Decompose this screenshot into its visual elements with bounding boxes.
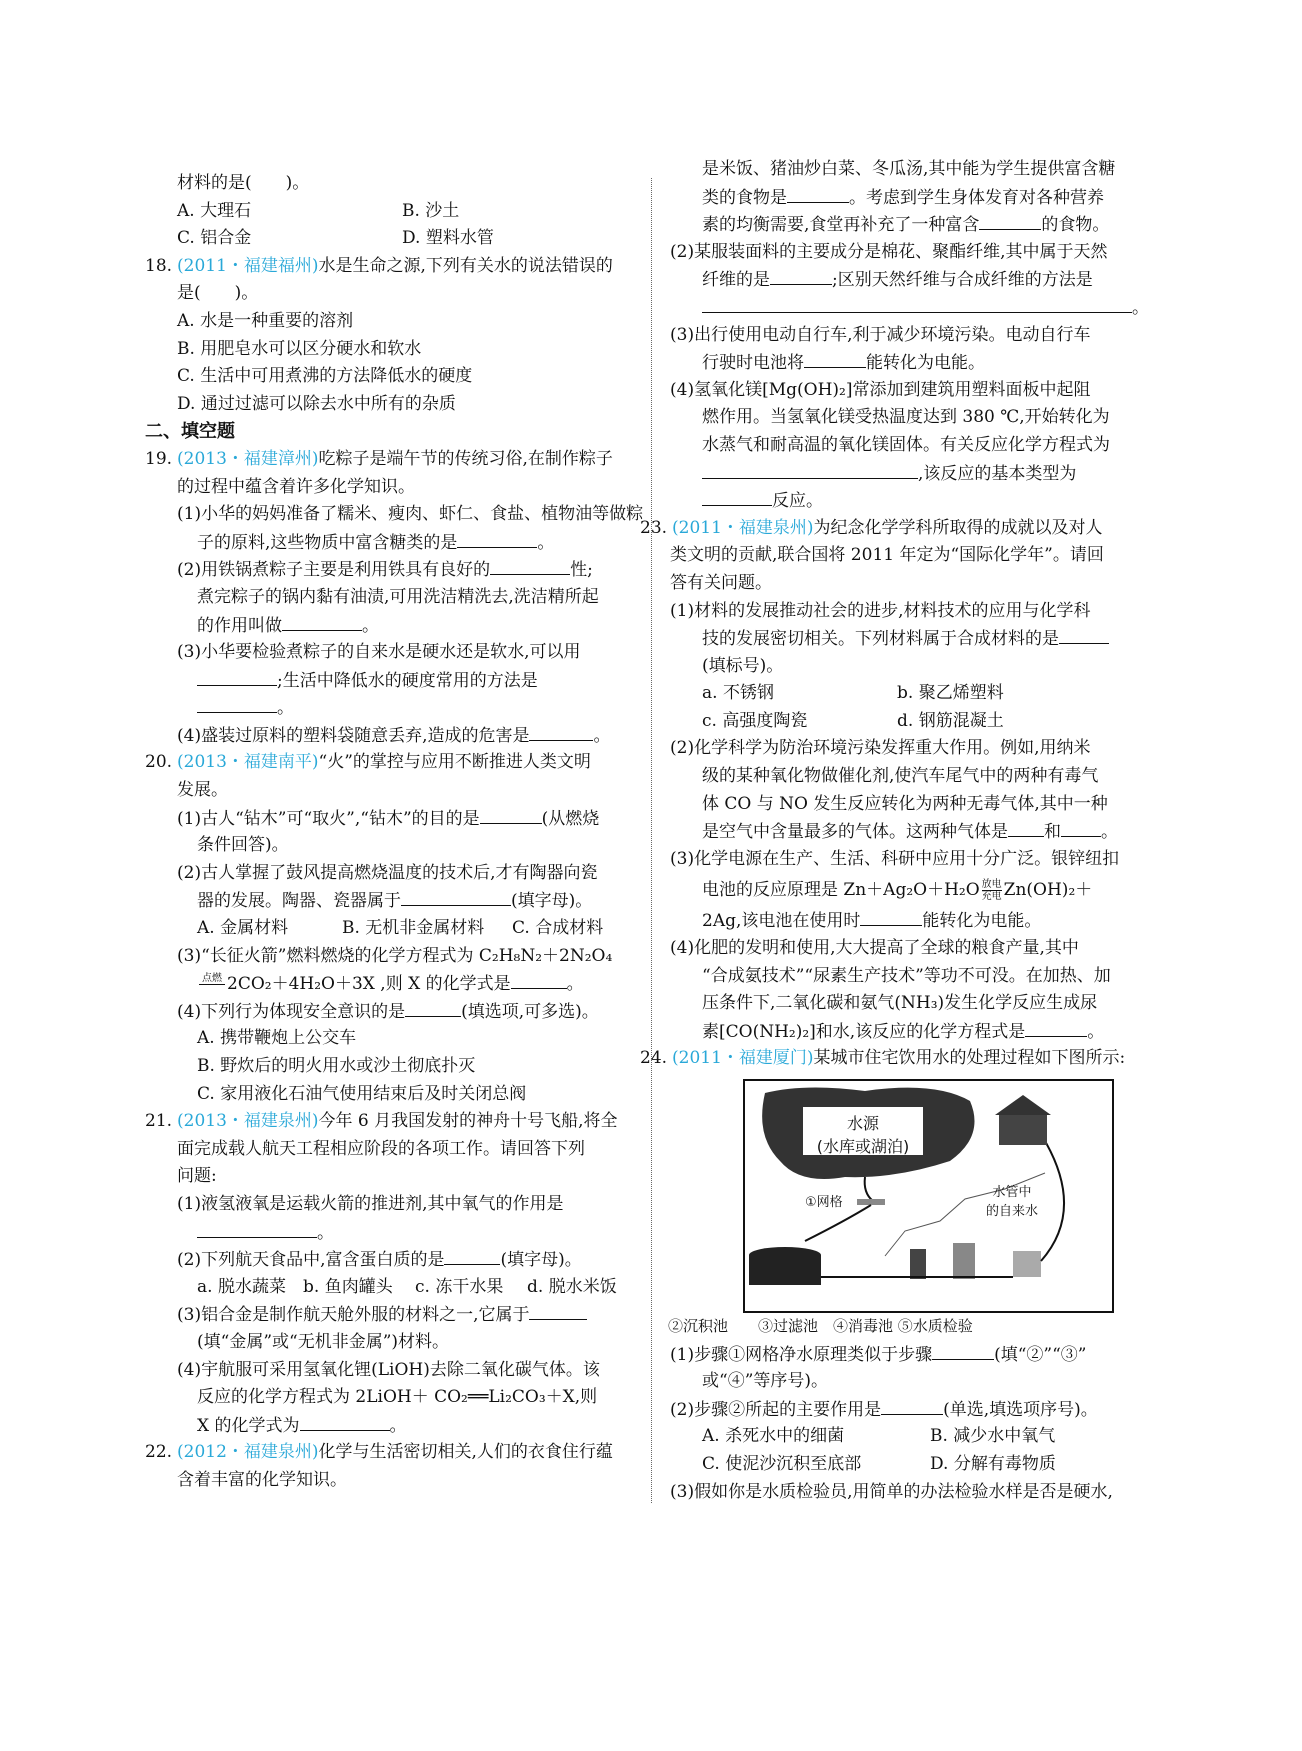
q21-option-b: b. 鱼肉罐头 xyxy=(303,1276,393,1297)
q21-option-d: d. 脱水米饭 xyxy=(527,1276,617,1297)
answer-blank[interactable] xyxy=(490,556,570,575)
answer-blank[interactable] xyxy=(480,805,542,824)
q23-p4c: 压条件下,二氧化碳和氨气(NH₃)发生化学反应生成尿 xyxy=(702,993,1098,1014)
right-column xyxy=(640,159,1157,1506)
q24-p1a-text: (1)步骤①网格净水原理类似于步骤 xyxy=(670,1344,933,1365)
q20-p3b-text: 2CO₂＋4H₂O＋3X ,则 X 的化学式是 xyxy=(227,974,511,995)
q23-p1-options-row2 xyxy=(670,708,1157,736)
q19-p2c-text: 的作用叫做 xyxy=(197,615,282,636)
q24-option-b: B. 减少水中氧气 xyxy=(930,1426,1056,1447)
grid-mesh-icon xyxy=(857,1199,885,1205)
answer-blank[interactable] xyxy=(457,529,537,548)
q22-r10: 燃作用。当氢氧化镁受热温度达到 380 ℃,开始转化为 xyxy=(702,407,1110,428)
answer-blank[interactable] xyxy=(770,266,832,285)
q17-options-row2 xyxy=(145,225,640,253)
q24-option-c: C. 使泥沙沉积至底部 xyxy=(702,1453,862,1474)
q22-r13 xyxy=(670,487,1157,515)
q23-p4a: (4)化肥的发明和使用,大大提高了全球的粮食产量,其中 xyxy=(670,938,1079,959)
q21-p3a-text: (3)铝合金是制作航天舱外服的材料之一,它属于 xyxy=(177,1305,530,1326)
q20-p1a-text: (1)古人“钻木”可“取火”,“钻木”的目的是 xyxy=(177,808,480,829)
water-treatment-diagram xyxy=(745,1081,1112,1311)
q22-r9: (4)氢氧化镁[Mg(OH)₂]常添加到建筑用塑料面板中起阻 xyxy=(670,379,1091,400)
q23-p1b xyxy=(670,625,1157,653)
q19-p3c: 。 xyxy=(145,694,640,722)
q19-number: 19. xyxy=(145,448,173,469)
water-treatment-figure xyxy=(743,1079,1114,1313)
flow-arrow xyxy=(805,1205,871,1241)
q18-text: 水是生命之源,下列有关水的说法错误的 xyxy=(318,255,613,276)
q23-p3a: (3)化学电源在生产、生活、科研中应用十分广泛。银锌纽扣 xyxy=(670,848,1120,869)
q23-p2d: 是空气中含量最多的气体。这两种气体是 和 。 xyxy=(670,818,1157,846)
answer-blank[interactable] xyxy=(529,1301,587,1320)
q22-stem xyxy=(145,1439,640,1467)
q19-p3b-text: ;生活中降低水的硬度常用的方法是 xyxy=(277,670,538,691)
q21-source: (2013・福建泉州) xyxy=(177,1111,319,1132)
q20-option-a: A. 金属材料 xyxy=(197,918,289,939)
q24-text: 某城市住宅饮用水的处理过程如下图所示: xyxy=(813,1048,1126,1069)
condition-top: 放电 xyxy=(981,879,1002,891)
q22-number: 22. xyxy=(145,1442,173,1463)
q22-r12 xyxy=(670,460,1157,488)
answer-blank[interactable] xyxy=(511,970,567,989)
q23-p2a: (2)化学科学为防治环境污染发挥重大作用。例如,用纳米 xyxy=(670,738,1091,759)
q18-number: 18. xyxy=(145,255,173,276)
q19-source: (2013・福建漳州) xyxy=(177,448,319,469)
filter-tank-icon xyxy=(910,1249,926,1279)
q23-p1-options-row1 xyxy=(670,680,1157,708)
r13: 反应。 xyxy=(772,491,823,512)
q23-option-c: c. 高强度陶瓷 xyxy=(702,710,808,731)
q17-option-d: D. 塑料水管 xyxy=(402,228,494,249)
r3a: 素的均衡需要,食堂再补充了一种富含 xyxy=(702,215,980,236)
q20-option-b: B. 无机非金属材料 xyxy=(342,918,485,939)
q21-p1: (1)液氢液氧是运载火箭的推进剂,其中氧气的作用是 xyxy=(177,1193,564,1214)
answer-blank[interactable] xyxy=(529,722,593,741)
q23-p3c-text: 2Ag,该电池在使用时 xyxy=(702,911,861,932)
pipe-text: 水管中 xyxy=(992,1185,1032,1200)
q20-p4 xyxy=(145,998,640,1026)
q23-p1c: (填标号)。 xyxy=(702,655,784,676)
q23-p3b-end: Zn(OH)₂＋ xyxy=(1003,880,1093,901)
q21-p2-text: (2)下列航天食品中,富含蛋白质的是 xyxy=(177,1250,445,1271)
q20-p4-option-c: C. 家用液化石油气使用结束后及时关闭总阀 xyxy=(197,1083,527,1104)
q22-r2 xyxy=(670,184,1157,212)
answer-blank[interactable] xyxy=(1025,1018,1087,1037)
reaction-condition xyxy=(199,973,225,996)
q23-p4d: 素[CO(NH₂)₂]和水,该反应的化学方程式是 。 xyxy=(670,1018,1157,1046)
q21-p4a: (4)宇航服可采用氢氧化锂(LiOH)去除二氧化碳气体。该 xyxy=(177,1359,600,1380)
r3b: 的食物。 xyxy=(1041,215,1110,236)
q21-text: 今年 6 月我国发射的神舟十号飞船,将全 xyxy=(318,1111,618,1132)
answer-blank[interactable] xyxy=(401,887,511,906)
q23-p2d-mid: 和 xyxy=(1044,822,1061,843)
grid-label: ①网格 xyxy=(805,1195,843,1210)
q20-p4-end: (填选项,可多选)。 xyxy=(461,1001,599,1022)
q22-r3 xyxy=(670,211,1157,239)
q23-p1a: (1)材料的发展推动社会的进步,材料技术的应用与化学科 xyxy=(670,600,1091,621)
q23-p2d-text: 是空气中含量最多的气体。这两种气体是 xyxy=(702,822,1008,843)
q23-text: 为纪念化学学科所取得的成就以及对人 xyxy=(813,517,1103,538)
q19-p1b: 子的原料,这些物质中富含糖类的是 。 xyxy=(145,529,640,557)
q20-p3a: (3)“长征火箭”燃料燃烧的化学方程式为 C₂H₈N₂＋2N₂O₄ xyxy=(177,945,613,966)
q23-p4d-text: 素[CO(NH₂)₂]和水,该反应的化学方程式是 xyxy=(702,1021,1026,1042)
q17-option-c: C. 铝合金 xyxy=(177,228,252,249)
q18-option-a: A. 水是一种重要的溶剂 xyxy=(177,310,354,331)
q23-number: 23. xyxy=(640,517,668,538)
reaction-condition xyxy=(982,879,1002,902)
q23-line2: 类文明的贡献,联合国将 2011 年定为“国际化学年”。请回 xyxy=(670,545,1104,566)
q20-text: “火”的掌控与应用不断推进人类文明 xyxy=(318,752,591,773)
answer-blank[interactable] xyxy=(444,1246,500,1265)
q22-r1: 是米饭、猪油炒白菜、冬瓜汤,其中能为学生提供富含糖 xyxy=(702,159,1116,179)
q21-p2 xyxy=(145,1246,640,1274)
column-divider xyxy=(651,178,652,1503)
q24-p1b: 或“④”等序号)。 xyxy=(702,1371,829,1392)
q20-p4-option-b: B. 野炊后的明火用水或沙土彻底扑灭 xyxy=(197,1056,476,1076)
source-text-2: (水库或湖泊) xyxy=(816,1137,910,1156)
answer-blank[interactable] xyxy=(1059,625,1109,644)
answer-blank[interactable] xyxy=(197,667,277,686)
condition-text: 点燃 xyxy=(202,973,222,985)
q21-option-c: c. 冻干水果 xyxy=(415,1276,504,1297)
q20-p3b: 点燃 2CO₂＋4H₂O＋3X ,则 X 的化学式是 。 xyxy=(145,970,640,998)
q21-line2: 面完成载人航天工程相应阶段的各项工作。请回答下列 xyxy=(177,1138,585,1159)
q21-line3: 问题: xyxy=(177,1166,217,1187)
q24-p3: (3)假如你是水质检验员,用简单的办法检验水样是否是硬水, xyxy=(670,1481,1113,1502)
q23-p3b-text: 电池的反应原理是 Zn＋Ag₂O＋H₂O xyxy=(702,880,980,901)
q20-p1a xyxy=(145,805,640,833)
q22-r8 xyxy=(670,349,1157,377)
q20-p1b: 条件回答)。 xyxy=(197,835,289,856)
q24-option-a: A. 杀死水中的细菌 xyxy=(702,1426,845,1447)
q20-p2-options xyxy=(145,915,640,943)
q18-stem xyxy=(145,253,640,281)
condition-bottom: 充电 xyxy=(981,891,1002,903)
q21-p2-end: (填字母)。 xyxy=(500,1250,582,1271)
q21-p2-options xyxy=(145,1274,640,1302)
q22-r11: 水蒸气和耐高温的氧化镁固体。有关反应化学方程式为 xyxy=(702,434,1110,455)
r5b: ;区别天然纤维与合成纤维的方法是 xyxy=(832,270,1093,291)
q24-p2-text: (2)步骤②所起的主要作用是 xyxy=(670,1399,882,1420)
source-text: 水源 xyxy=(846,1114,879,1133)
answer-blank[interactable] xyxy=(282,612,362,631)
r8a: 行驶时电池将 xyxy=(702,353,804,374)
q20-p2a: (2)古人掌握了鼓风提高燃烧温度的技术后,才有陶器向瓷 xyxy=(177,862,598,883)
flow-arrow xyxy=(865,1177,873,1201)
q23-p3b xyxy=(670,873,1157,907)
q20-source: (2013・福建南平) xyxy=(177,752,319,773)
q22-source: (2012・福建泉州) xyxy=(177,1442,319,1463)
q22-r5 xyxy=(670,266,1157,294)
q18-option-d: D. 通过过滤可以除去水中所有的杂质 xyxy=(177,393,456,414)
q21-option-a: a. 脱水蔬菜 xyxy=(197,1276,286,1297)
q21-number: 21. xyxy=(145,1111,173,1132)
q23-p4b: “合成氨技术”“尿素生产技术”等功不可没。在加热、加 xyxy=(702,965,1111,986)
q21-p3b: (填“金属”或“无机非金属”)材料。 xyxy=(197,1331,450,1352)
r2a: 类的食物是 xyxy=(702,187,787,208)
q23-p3c xyxy=(670,907,1157,935)
r5a: 纤维的是 xyxy=(702,270,770,291)
pipe-label xyxy=(977,1181,1047,1219)
q23-p3c-end: 能转化为电能。 xyxy=(922,911,1042,932)
q20-p2b-end: (填字母)。 xyxy=(511,891,593,912)
q19-stem xyxy=(145,446,640,474)
quality-test-icon xyxy=(1013,1251,1041,1277)
r12: ,该反应的基本类型为 xyxy=(918,463,1077,484)
q19-line2: 的过程中蕴含着许多化学知识。 xyxy=(177,476,415,497)
q17-option-a: A. 大理石 xyxy=(177,200,252,221)
disinfection-tank-icon xyxy=(953,1243,975,1279)
answer-blank[interactable] xyxy=(300,1412,390,1431)
section-heading: 二、填空题 xyxy=(145,421,235,443)
q21-stem xyxy=(145,1108,640,1136)
q21-p4c-text: X 的化学式为 xyxy=(197,1415,300,1436)
pipe-text-2: 的自来水 xyxy=(985,1204,1038,1219)
r8b: 能转化为电能。 xyxy=(866,353,985,374)
left-column xyxy=(145,170,644,1495)
q19-p2c: 的作用叫做 。 xyxy=(145,612,640,640)
q17-options-row1 xyxy=(145,198,640,226)
q24-options-row2 xyxy=(670,1451,1157,1479)
answer-blank[interactable] xyxy=(860,907,922,926)
q22-r6: 。 xyxy=(670,294,1157,322)
q22-r4: (2)某服装面料的主要成分是棉花、聚酯纤维,其中属于天然 xyxy=(670,241,1108,262)
q22-r7: (3)出行使用电动自行车,利于减少环境污染。电动自行车 xyxy=(670,324,1091,345)
q19-p3b xyxy=(145,667,640,695)
answer-blank[interactable] xyxy=(405,998,461,1017)
q23-stem xyxy=(640,515,1157,543)
q19-p1a: (1)小华的妈妈准备了糯米、瘦肉、虾仁、食盐、植物油等做粽 xyxy=(177,504,644,525)
answer-blank[interactable] xyxy=(881,1396,943,1415)
q20-line2: 发展。 xyxy=(177,780,228,801)
q24-options-row1 xyxy=(670,1423,1157,1451)
q24-p1a-end: (填“②”“③” xyxy=(994,1344,1087,1365)
q23-option-b: b. 聚乙烯塑料 xyxy=(897,683,1004,704)
house-body xyxy=(999,1115,1047,1145)
answer-blank[interactable] xyxy=(932,1341,994,1360)
q19-text: 吃粽子是端午节的传统习俗,在制作粽子 xyxy=(318,448,613,469)
q19-p2a xyxy=(145,556,640,584)
answer-blank[interactable] xyxy=(804,349,866,368)
q24-p1a xyxy=(670,1341,1157,1369)
q20-p1a-end: (从燃烧 xyxy=(541,808,600,829)
answer-blank[interactable] xyxy=(197,1219,317,1238)
q20-p2b xyxy=(145,887,640,915)
answer-blank[interactable] xyxy=(197,694,277,713)
q19-p4: (4)盛装过原料的塑料袋随意丢弃,造成的危害是 。 xyxy=(145,722,640,750)
q21-p3a xyxy=(145,1301,640,1329)
answer-blank[interactable] xyxy=(1008,818,1044,837)
q23-option-a: a. 不锈钢 xyxy=(702,683,774,704)
q20-p4-option-a: A. 携带鞭炮上公交车 xyxy=(197,1028,357,1049)
q21-p4b: 反应的化学方程式为 2LiOH＋ CO₂══Li₂CO₃＋X,则 xyxy=(197,1387,598,1408)
house-icon xyxy=(995,1095,1051,1115)
q23-line3: 答有关问题。 xyxy=(670,572,772,593)
r2b: 。考虑到学生身体发育对各种营养 xyxy=(849,187,1104,208)
source-label xyxy=(807,1111,919,1157)
q17-tail: 材料的是( )。 xyxy=(177,173,310,193)
q23-option-d: d. 钢筋混凝土 xyxy=(897,710,1004,731)
q24-option-d: D. 分解有毒物质 xyxy=(930,1453,1056,1474)
q18-option-c: C. 生活中可用煮沸的方法降低水的硬度 xyxy=(177,366,473,387)
q23-source: (2011・福建泉州) xyxy=(672,517,814,538)
q18-stem-2: 是( )。 xyxy=(177,283,259,304)
q18-option-b: B. 用肥皂水可以区分硬水和软水 xyxy=(177,338,422,359)
answer-blank[interactable] xyxy=(1061,818,1101,837)
q20-stem xyxy=(145,749,640,777)
q19-p2a-end: 性; xyxy=(570,560,593,581)
answer-blank[interactable] xyxy=(702,460,918,479)
answer-blank[interactable] xyxy=(702,487,772,506)
q24-source: (2011・福建厦门) xyxy=(672,1048,814,1069)
answer-blank[interactable] xyxy=(787,184,849,203)
answer-blank[interactable] xyxy=(979,211,1041,230)
q17-option-b: B. 沙土 xyxy=(402,200,460,221)
q24-p2-end: (单选,填选项序号)。 xyxy=(943,1399,1098,1420)
q18-source: (2011・福建福州) xyxy=(177,255,319,276)
q20-number: 20. xyxy=(145,752,173,773)
sedimentation-tank-body xyxy=(749,1255,821,1285)
q24-p2 xyxy=(670,1396,1157,1424)
q19-p2b: 煮完粽子的锅内黏有油渍,可用洗洁精洗去,洗洁精所起 xyxy=(197,586,599,607)
q24-number: 24. xyxy=(640,1048,668,1069)
q20-option-c: C. 合成材料 xyxy=(512,918,604,939)
q19-p4-text: (4)盛装过原料的塑料袋随意丢弃,造成的危害是 xyxy=(177,725,530,746)
q22-line2: 含着丰富的化学知识。 xyxy=(177,1469,347,1490)
q20-p2b-text: 器的发展。陶器、瓷器属于 xyxy=(197,891,401,912)
q20-p4-text: (4)下列行为体现安全意识的是 xyxy=(177,1001,406,1022)
q21-p1-answer: 。 xyxy=(145,1219,640,1247)
q21-p4c: X 的化学式为 。 xyxy=(145,1412,640,1440)
q22-text: 化学与生活密切相关,人们的衣食住行蕴 xyxy=(318,1442,613,1463)
q23-p2c: 体 CO 与 NO 发生反应转化为两种无毒气体,其中一种 xyxy=(702,793,1108,814)
answer-blank[interactable] xyxy=(702,294,1132,313)
q19-p1b-text: 子的原料,这些物质中富含糖类的是 xyxy=(197,532,458,553)
q19-p3a: (3)小华要检验煮粽子的自来水是硬水还是软水,可以用 xyxy=(177,642,581,663)
figure-caption: ②沉积池 ③过滤池 ④消毒池 ⑤水质检验 xyxy=(668,1317,973,1335)
q23-p1b-text: 技的发展密切相关。下列材料属于合成材料的是 xyxy=(702,629,1059,650)
q24-stem xyxy=(640,1045,1157,1073)
q23-p2b: 级的某种氧化物做催化剂,使汽车尾气中的两种有毒气 xyxy=(702,766,1099,787)
q19-p2a-text: (2)用铁锅煮粽子主要是利用铁具有良好的 xyxy=(177,560,491,581)
